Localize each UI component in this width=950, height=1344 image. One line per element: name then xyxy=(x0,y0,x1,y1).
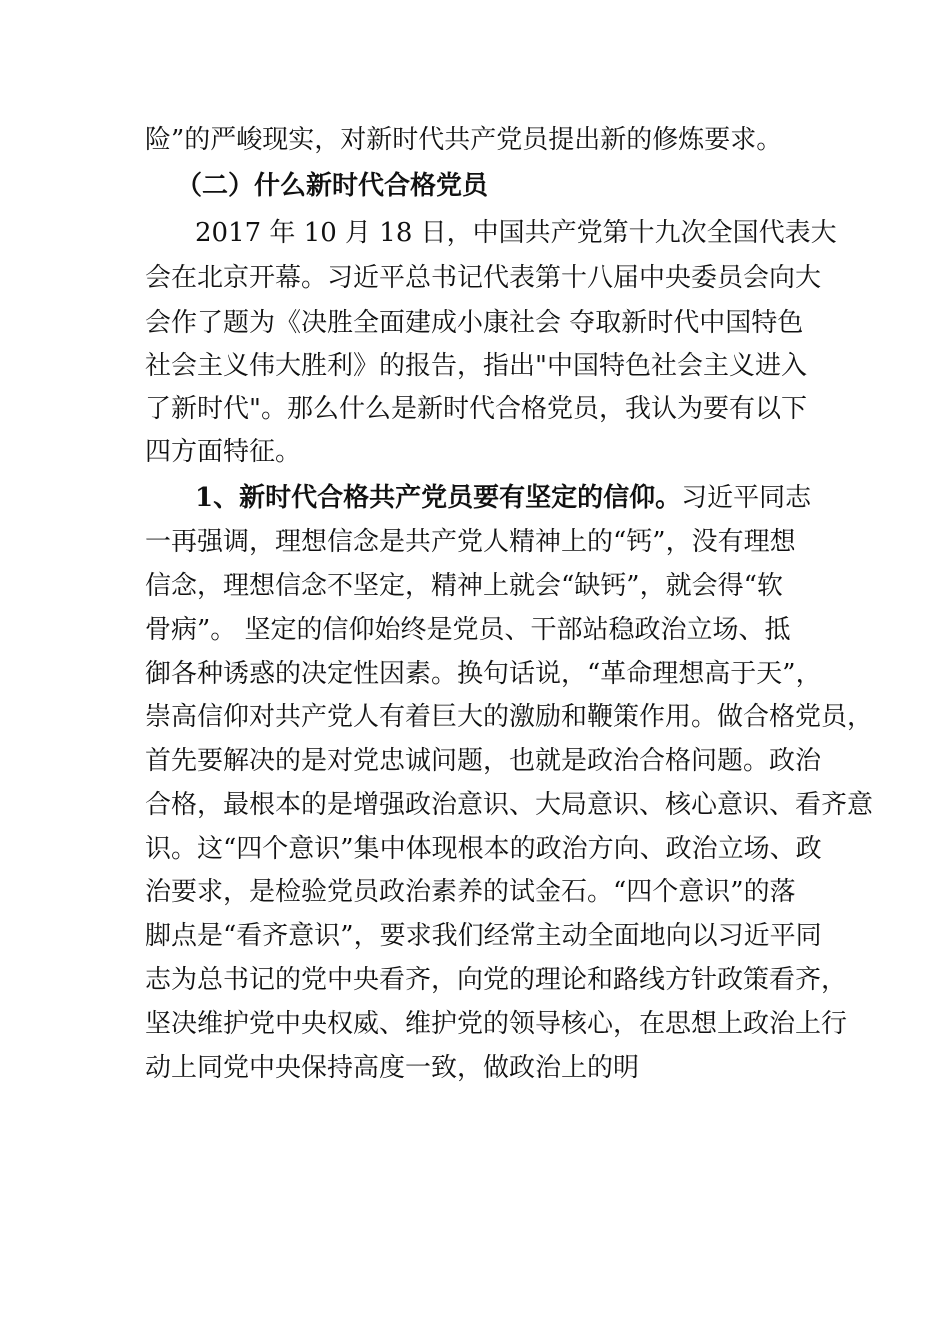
para2-line-10: 治要求，是检验党员政治素养的试金石。“四个意识”的落 xyxy=(145,877,796,907)
para2-line-5: 御各种诱惑的决定性因素。换句话说，“革命理想高于天”， xyxy=(145,659,822,689)
para2-line-4: 骨病”。 坚定的信仰始终是党员、干部站稳政治立场、抵 xyxy=(145,615,791,645)
para2-line-11: 脚点是“看齐意识”，要求我们经常主动全面地向以习近平同 xyxy=(145,921,822,951)
para2-line-7: 首先要解决的是对党忠诚问题，也就是政治合格问题。政治 xyxy=(145,746,822,776)
para1-line-2: 会在北京开幕。习近平总书记代表第十八届中央委员会向大 xyxy=(145,263,822,293)
para2-line-13: 坚决维护党中央权威、维护党的领导核心，在思想上政治上行 xyxy=(145,1009,848,1039)
para2-line-3: 信念，理想信念不坚定，精神上就会“缺钙”，就会得“软 xyxy=(145,571,783,601)
para2-lead-bold: 1、新时代合格共产党员要有坚定的信仰。 xyxy=(195,483,682,513)
para2-lead-rest: 习近平同志 xyxy=(681,483,812,513)
para2-line-2: 一再强调，理想信念是共产党人精神上的“钙”，没有理想 xyxy=(145,527,796,557)
para2-line-9: 识。这“四个意识”集中体现根本的政治方向、政治立场、政 xyxy=(145,834,822,864)
para1-line-4: 社会主义伟大胜利》的报告，指出"中国特色社会主义进入 xyxy=(145,351,807,381)
para2-line-6: 崇高信仰对共产党人有着巨大的激励和鞭策作用。做合格党员， xyxy=(145,702,874,732)
para1-line-6: 四方面特征。 xyxy=(145,437,302,467)
continuation-line: 险”的严峻现实，对新时代共产党员提出新的修炼要求。 xyxy=(145,125,783,155)
para2-line-8: 合格，最根本的是增强政治意识、大局意识、核心意识、看齐意 xyxy=(145,790,874,820)
para1-line-3: 会作了题为《决胜全面建成小康社会 夺取新时代中国特色 xyxy=(145,308,804,338)
para2-line-1 xyxy=(195,478,811,518)
para2-line-14: 动上同党中央保持高度一致，做政治上的明 xyxy=(145,1053,640,1083)
section-heading: （二）什么新时代合格党员 xyxy=(176,171,489,201)
para1-line-1: 2017 年 10 月 18 日，中国共产党第十九次全国代表大 xyxy=(195,218,837,248)
para1-line-5: 了新时代"。那么什么是新时代合格党员，我认为要有以下 xyxy=(145,394,807,424)
para2-line-12: 志为总书记的党中央看齐，向党的理论和路线方针政策看齐， xyxy=(145,965,848,995)
